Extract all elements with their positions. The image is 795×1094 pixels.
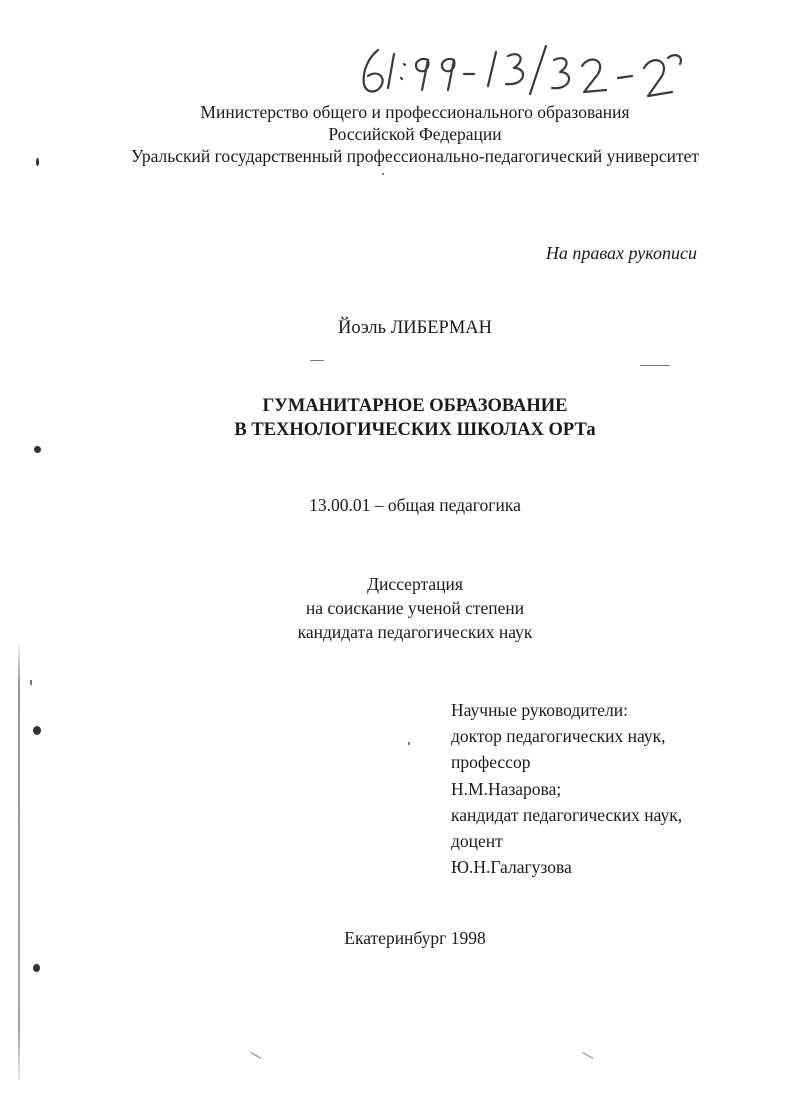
supervisor-line: Ю.Н.Галагузова bbox=[451, 857, 572, 878]
scan-speck bbox=[30, 680, 32, 685]
institution-university: Уральский государственный профессионально-педагогический университет bbox=[130, 146, 700, 166]
degree-line3: кандидата педагогических наук bbox=[297, 622, 533, 642]
scan-speck bbox=[251, 1052, 262, 1059]
scan-speck bbox=[382, 173, 384, 175]
scan-speck bbox=[408, 742, 410, 745]
supervisor-line: профессор bbox=[451, 752, 531, 773]
scan-speck bbox=[310, 360, 324, 361]
city-year: Екатеринбург 1998 bbox=[344, 928, 486, 948]
scan-hole-mark bbox=[34, 446, 41, 453]
handwritten-archive-number bbox=[350, 38, 710, 108]
scan-speck bbox=[583, 1052, 594, 1059]
supervisor-line: доктор педагогических наук, bbox=[451, 726, 666, 747]
author-name: Йоэль ЛИБЕРМАН bbox=[337, 318, 493, 338]
degree-line1: Диссертация bbox=[367, 574, 463, 594]
specialty-code: 13.00.01 – общая педагогика bbox=[309, 495, 521, 515]
institution-country: Российской Федерации bbox=[328, 124, 502, 144]
thesis-title-line1: ГУМАНИТАРНОЕ ОБРАЗОВАНИЕ bbox=[262, 396, 568, 416]
scan-speck bbox=[640, 365, 670, 366]
supervisor-line: Н.М.Назарова; bbox=[451, 778, 562, 799]
scan-hole-mark bbox=[33, 726, 41, 735]
institution-ministry: Министерство общего и профессионального образования bbox=[200, 102, 630, 122]
manuscript-rights: На правах рукописи bbox=[545, 243, 697, 263]
scan-margin-line bbox=[18, 640, 20, 1080]
scan-hole-mark bbox=[33, 964, 40, 972]
thesis-title-line2: В ТЕХНОЛОГИЧЕСКИХ ШКОЛАХ ОРТа bbox=[234, 420, 596, 440]
scan-speck bbox=[36, 158, 39, 166]
supervisors-block bbox=[451, 697, 682, 880]
degree-line2: на соискание ученой степени bbox=[305, 598, 525, 618]
supervisor-line: кандидат педагогических наук, bbox=[451, 804, 683, 825]
supervisor-line: доцент bbox=[451, 830, 503, 851]
supervisors-heading: Научные руководители: bbox=[451, 700, 628, 720]
